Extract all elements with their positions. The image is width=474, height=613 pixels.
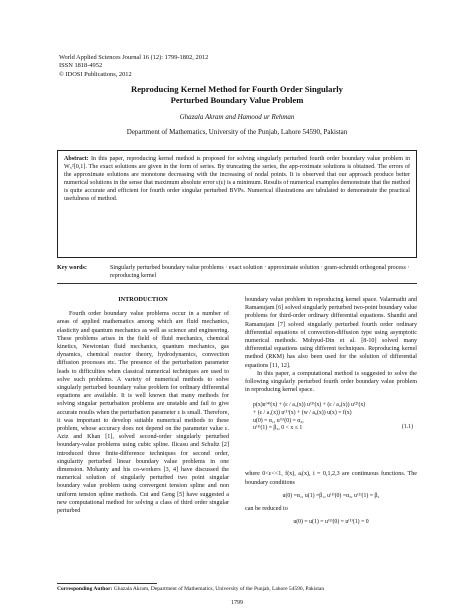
journal-header [59, 54, 208, 79]
right-paragraph-1: boundary value problem in reproducing kernel space. Valarmathi and Ramanujam [6] solved singularly perturbed two-point boundary value problems for third-order ordinary differential equations. Shanthi and Ramanujam [7] solved singularly perturbed fourth order ordinary differential equations of convection-diffusion type using asymptotic numerical methods. Mohyud-Din et al. [8-10] solved many differential equations using different techniques. Reproducing kernel method (RKM) has also been used for the solution of differential equations [11, 12]. [245, 297, 417, 369]
equation-1-1 [245, 402, 417, 464]
reduced-equation: u(0) = u(1) = u⁽¹⁾(0) = u⁽¹⁾(1) = 0 [293, 519, 369, 526]
keywords-label: Key words: [57, 265, 87, 271]
keywords-text: Singularly perturbed boundary value problems ‧ exact solution ‧ approximate solution ‧ gram-schmidt orthogonal process ‧ reproducing kernel [110, 265, 410, 280]
paper-title-line-1: Reproducing Kernel Method for Fourth Order Singularly [131, 84, 343, 94]
right-paragraph-4: can be reduced to [245, 506, 288, 513]
abstract-text: In this paper, reproducing kernel method is proposed for solving singularly perturbed fourth order boundary value problem in W₅²[0,1]. The exact solutions are given in the form of series. By truncating the series, the app-roximate solutions is obtained. The errors of the approximate solutions are monotone decreasing with the increasing of nodal points. It is observed that our approach produce better numerical solutions in the sense that maximum absolute error ε(ε) is a minimum. Results of numerical examples demonstrate that the method is quite accurate and efficient for fourth order singular perturbed BVPs. Numerical illustrations are tabulated to demonstrate the practical usefulness of method. [64, 156, 410, 203]
footnote-label: Corresponding Author: [57, 586, 113, 592]
introduction-heading: INTRODUCTION [118, 296, 168, 303]
page-number: 1799 [231, 600, 243, 606]
keywords [57, 264, 417, 281]
journal-issn: ISSN 1818-4952 [59, 62, 103, 70]
paper-authors: Ghazala Akram and Hamood ur Rehman [179, 113, 295, 121]
journal-citation: World Applied Sciences Journal 16 (12): 1799-1802, 2012 [59, 54, 209, 61]
footnote-text: Ghazala Akram, Department of Mathematics, University of the Punjab, Lahore 54590, Pakistan [112, 586, 325, 592]
footnote-divider [57, 583, 157, 584]
paper-title-line-2: Perturbed Boundary Value Problem [170, 94, 304, 105]
abstract-box [57, 150, 417, 258]
equation-line: + (ε / a₁(x)) u⁽¹⁾(x) + (w / a₀(x)) u(x) = f(x) [253, 410, 352, 417]
equation-line: u(0) = α₁, u⁽¹⁾(0) = α₂, [253, 417, 304, 424]
equation-lines [253, 402, 365, 432]
right-column [245, 296, 417, 531]
equation-line: p(x)u⁽⁴⁾(x) + (ε / a₃(x)) u⁽³⁾(x) + (ε / a₂(x)) u⁽²⁾(x) [253, 402, 366, 409]
equation-line: u⁽¹⁾(1) = β₂, 0 < x ≤ 1 [253, 425, 303, 432]
abstract-label: Abstract: [64, 156, 89, 162]
introduction-paragraph: Fourth order boundary value problems occur in a number of areas of applied mathematics among which are fluid mechanics, elasticity and quantum mechanics as well as science and engineering. These problems arises in the field of fluid mechanics, chemical kinetics, Newtonian fluid mechanics, quantum mechanics, gas dynamics, chemical reactor theory, hydrodynamics, convection diffusion processes etc. The presence of the perturbation parameter leads to difficulties when classical numerical techniques are used to solve such problems. A variety of numerical methods to solve singularly perturbed boundary value problem for ordinary differential equations are available. It is well known that many methods for solving singular perturbation problems are unstable and fail to give accurate results when the perturbation parameter ε is small. Therefore, it was important to develop suitable numerical methods to these problem, whose accuracy does not depend on the parameter value ε. Aziz and Khan [1], solved second-order singularly perturbed boundary-value problems using cubic spline. Ilicasu and Schultz [2] introduced three finite-difference techniques for second order, singularity perturbed linear boundary value problems in one dimension. Mohanty and his co-workers [3, 4] have discussed the numerical solution of singularly perturbed two point singular boundary value problem using convergent tension spline and non uniform tension spline methods. Cui and Geng [5] have suggested a new computational method for solving a class of third order singular perturbed [57, 311, 229, 515]
paper-title [0, 84, 474, 105]
paper-affiliation: Department of Mathematics, University of the Punjab, Lahore 54590, Pakistan [126, 128, 348, 136]
journal-copyright: © IDOSI Publications, 2012 [59, 70, 132, 78]
left-column [57, 296, 229, 515]
boundary-conditions-equation: u(0) =α₁, u(1) =β₁, u⁽¹⁾(0) =α₂, u⁽¹⁾(1) = β₂ [282, 492, 380, 499]
right-paragraph-3: where 0<ε<<1, f(x), aᵢ(x), i = 0,1,2,3 are continuous functions. The boundary conditions [245, 471, 417, 486]
corresponding-author-footnote [57, 586, 437, 592]
section-divider [57, 283, 417, 284]
right-paragraph-2: In this paper, a computational method is suggested to solve the following singularly perturbed fourth order boundary value problem in reproducing kernel space. [245, 370, 417, 394]
equation-number: (1.1) [401, 424, 413, 431]
